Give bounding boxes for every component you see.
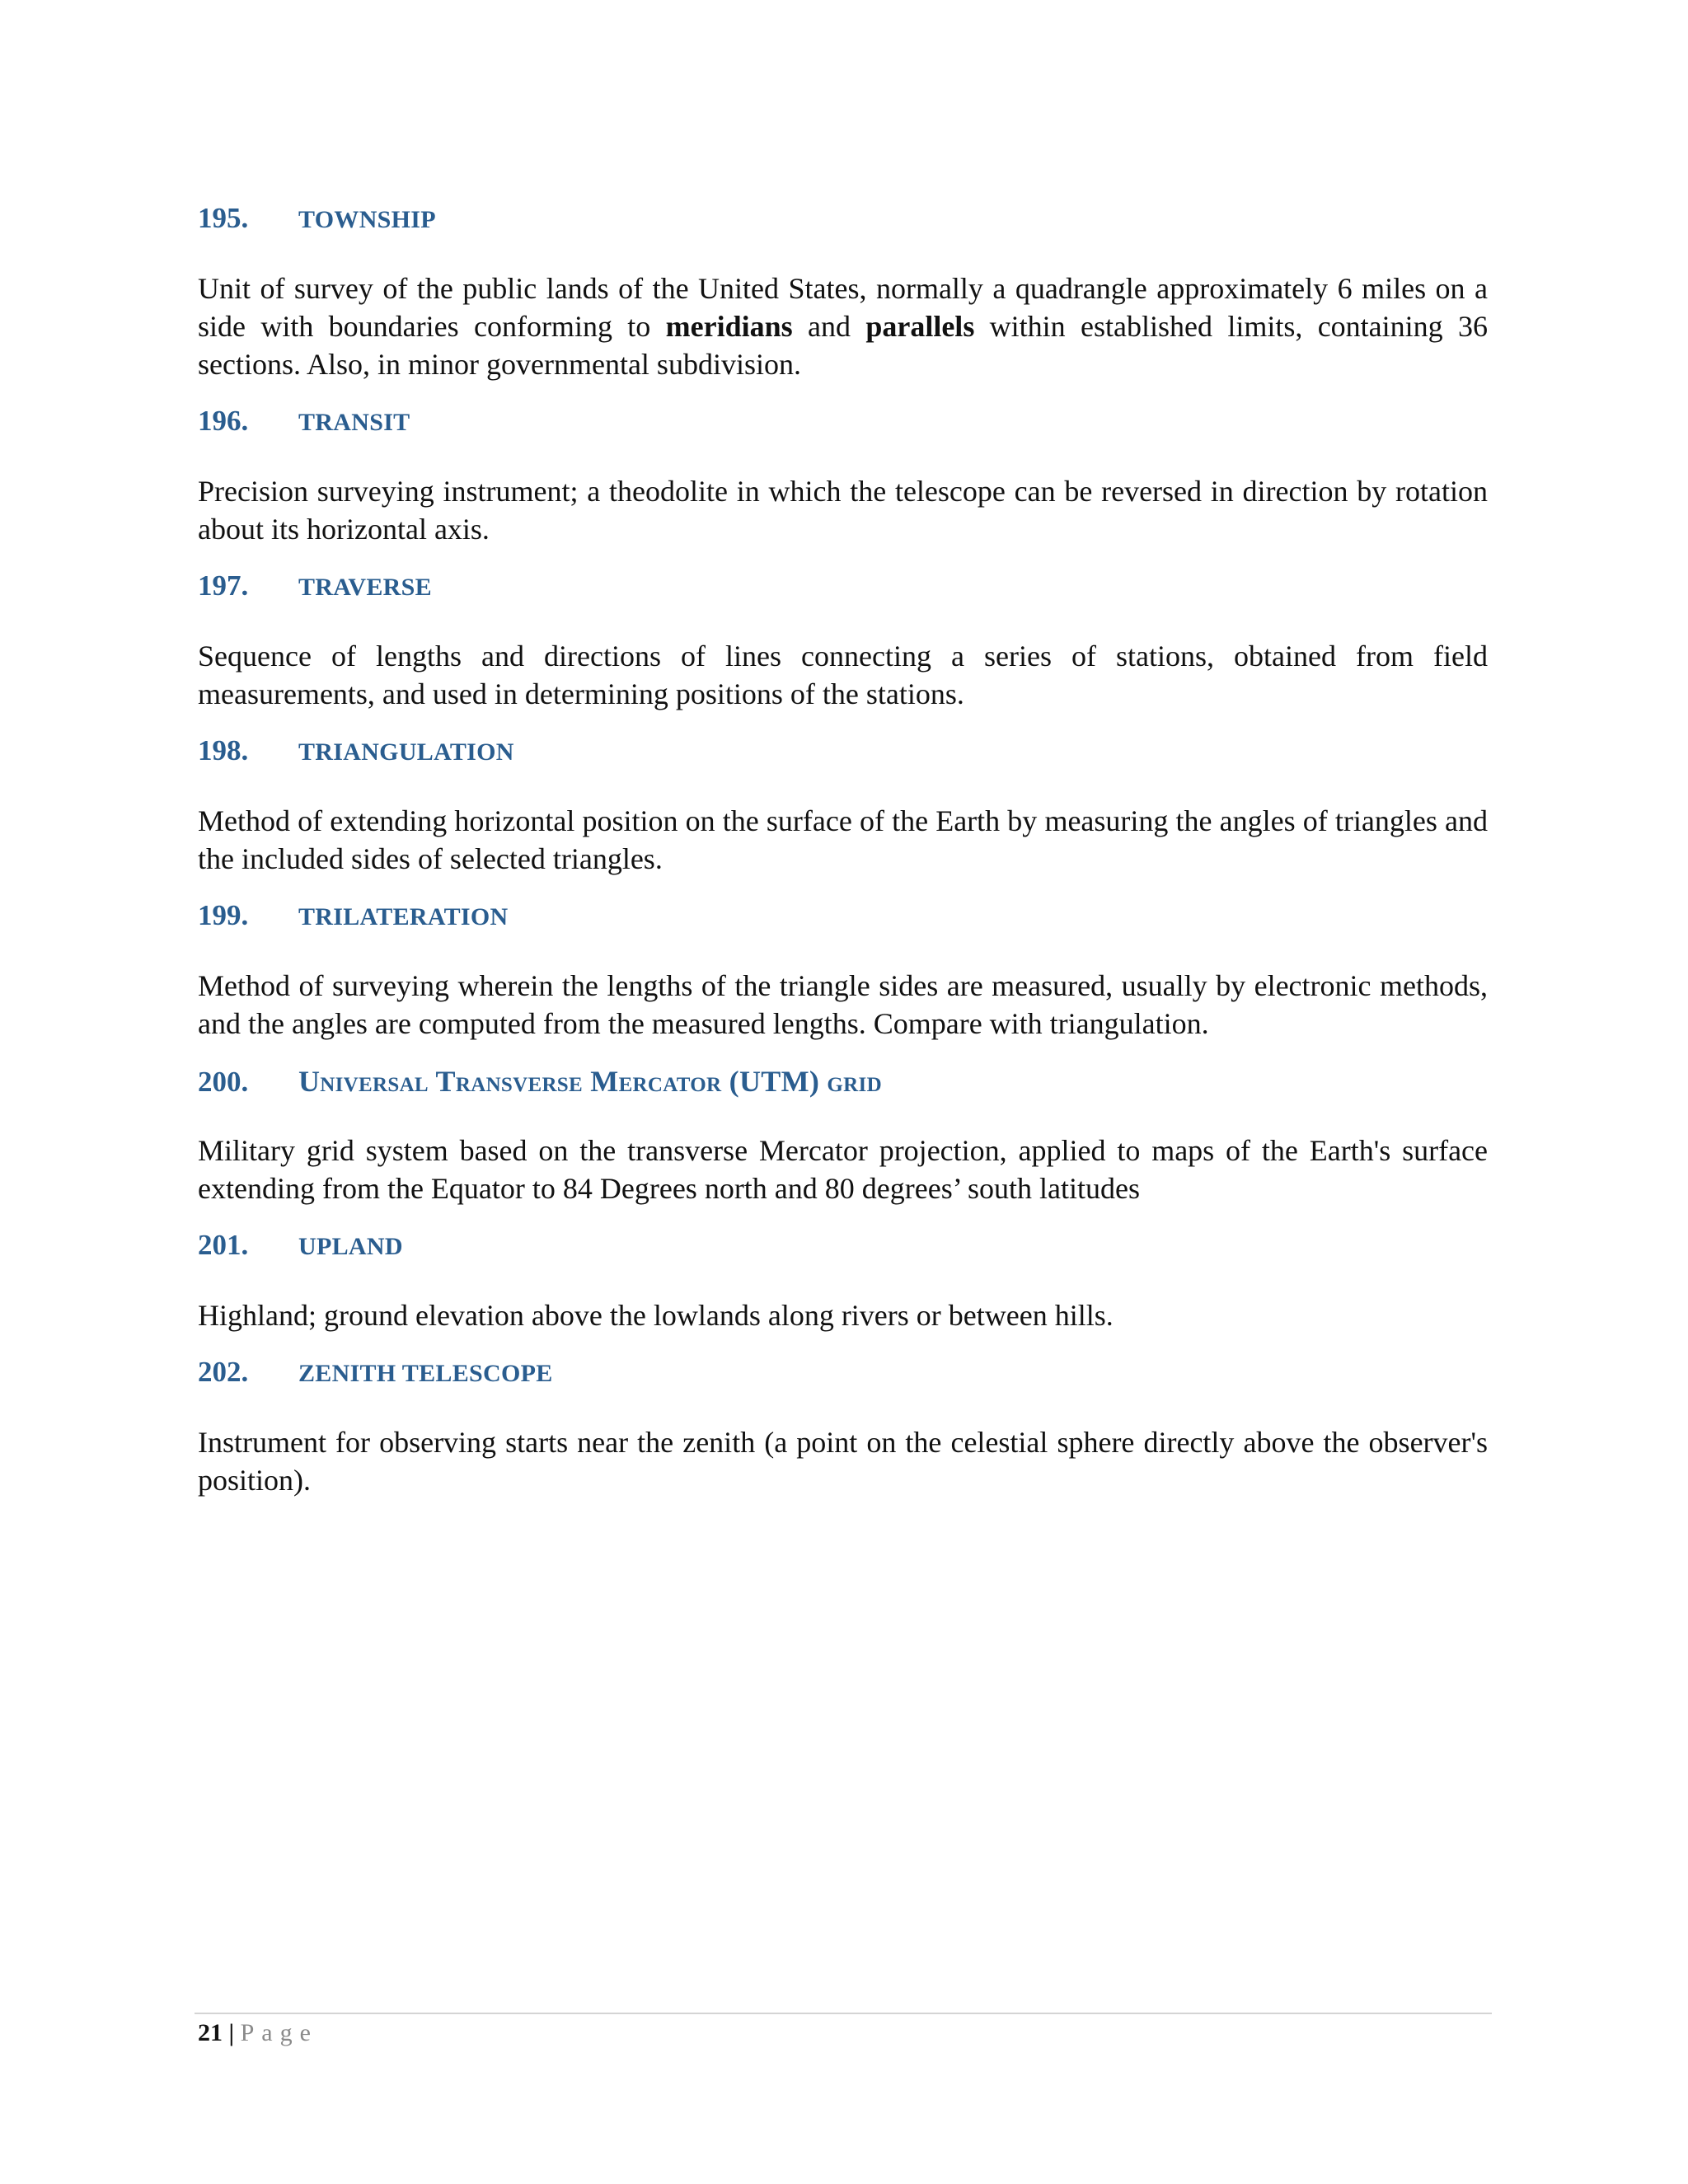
entry-title: TOWNSHIP bbox=[298, 206, 436, 233]
definition-text: within established limits, containing 36 sections. Also, in minor governmental subdivision. bbox=[198, 310, 1488, 381]
entry-definition: Instrument for observing starts near the zenith (a point on the celestial sphere directly above the observer's position). bbox=[198, 1426, 1488, 1497]
term-parallels: parallels bbox=[865, 310, 975, 343]
definition-text: Unit of survey of the public lands of the United States, normally a quadrangle approximately 6 miles on a side with boundaries conforming to bbox=[198, 272, 1488, 343]
entry-definition bbox=[198, 269, 1488, 383]
glossary-entry-197 bbox=[198, 569, 1488, 713]
entry-title: UPLAND bbox=[298, 1233, 403, 1260]
entry-title: Universal Transverse Mercator (UTM) grid bbox=[298, 1065, 882, 1098]
entry-number: 196. bbox=[198, 405, 249, 437]
entry-heading bbox=[198, 899, 1488, 940]
entry-title: TRIANGULATION bbox=[298, 738, 514, 766]
entry-title: ZENITH TELESCOPE bbox=[298, 1360, 553, 1387]
entry-definition: Military grid system based on the transverse Mercator projection, applied to maps of the Earth's surface extending from the Equator to 84 Degrees north and 80 degrees’ south latitudes bbox=[198, 1134, 1488, 1205]
glossary-entry-200 bbox=[198, 1064, 1488, 1207]
entry-number: 201. bbox=[198, 1229, 249, 1261]
entry-definition: Highland; ground elevation above the lowlands along rivers or between hills. bbox=[198, 1299, 1114, 1332]
entry-heading bbox=[198, 202, 1488, 243]
glossary-entry-198 bbox=[198, 734, 1488, 878]
entry-heading bbox=[198, 569, 1488, 611]
glossary-content bbox=[198, 202, 1488, 1521]
entry-number: 197. bbox=[198, 569, 249, 602]
page-footer bbox=[198, 2018, 318, 2048]
glossary-entry-196 bbox=[198, 405, 1488, 548]
entry-definition: Sequence of lengths and directions of lines connecting a series of stations, obtained from field measurements, and used in determining positions of the stations. bbox=[198, 640, 1488, 710]
entry-heading bbox=[198, 1229, 1488, 1270]
entry-title: TRILATERATION bbox=[298, 903, 509, 930]
entry-title: TRAVERSE bbox=[298, 574, 432, 601]
entry-definition: Precision surveying instrument; a theodolite in which the telescope can be reversed in direction by rotation about its horizontal axis. bbox=[198, 475, 1488, 546]
page-label: Page bbox=[240, 2019, 318, 2046]
footer-divider bbox=[195, 2013, 1492, 2014]
glossary-entry-195 bbox=[198, 202, 1488, 383]
entry-definition: Method of surveying wherein the lengths of the triangle sides are measured, usually by electronic methods, and the angles are computed from the measured lengths. Compare with triangulation. bbox=[198, 969, 1488, 1040]
footer-separator: | bbox=[228, 2019, 235, 2046]
entry-number: 202. bbox=[198, 1356, 249, 1388]
entry-number: 195. bbox=[198, 202, 249, 234]
entry-heading bbox=[198, 1356, 1488, 1397]
entry-number: 198. bbox=[198, 734, 249, 766]
entry-heading bbox=[198, 1064, 1488, 1105]
entry-number: 200. bbox=[198, 1066, 249, 1098]
page-number: 21 bbox=[198, 2019, 223, 2046]
glossary-entry-201 bbox=[198, 1229, 1488, 1334]
entry-heading bbox=[198, 405, 1488, 446]
entry-number: 199. bbox=[198, 899, 249, 931]
entry-title: TRANSIT bbox=[298, 409, 410, 436]
term-meridians: meridians bbox=[665, 310, 793, 343]
definition-text: and bbox=[792, 310, 866, 343]
glossary-entry-202 bbox=[198, 1356, 1488, 1499]
entry-definition: Method of extending horizontal position on the surface of the Earth by measuring the angles of triangles and the included sides of selected triangles. bbox=[198, 804, 1488, 875]
glossary-entry-199 bbox=[198, 899, 1488, 1043]
entry-heading bbox=[198, 734, 1488, 776]
